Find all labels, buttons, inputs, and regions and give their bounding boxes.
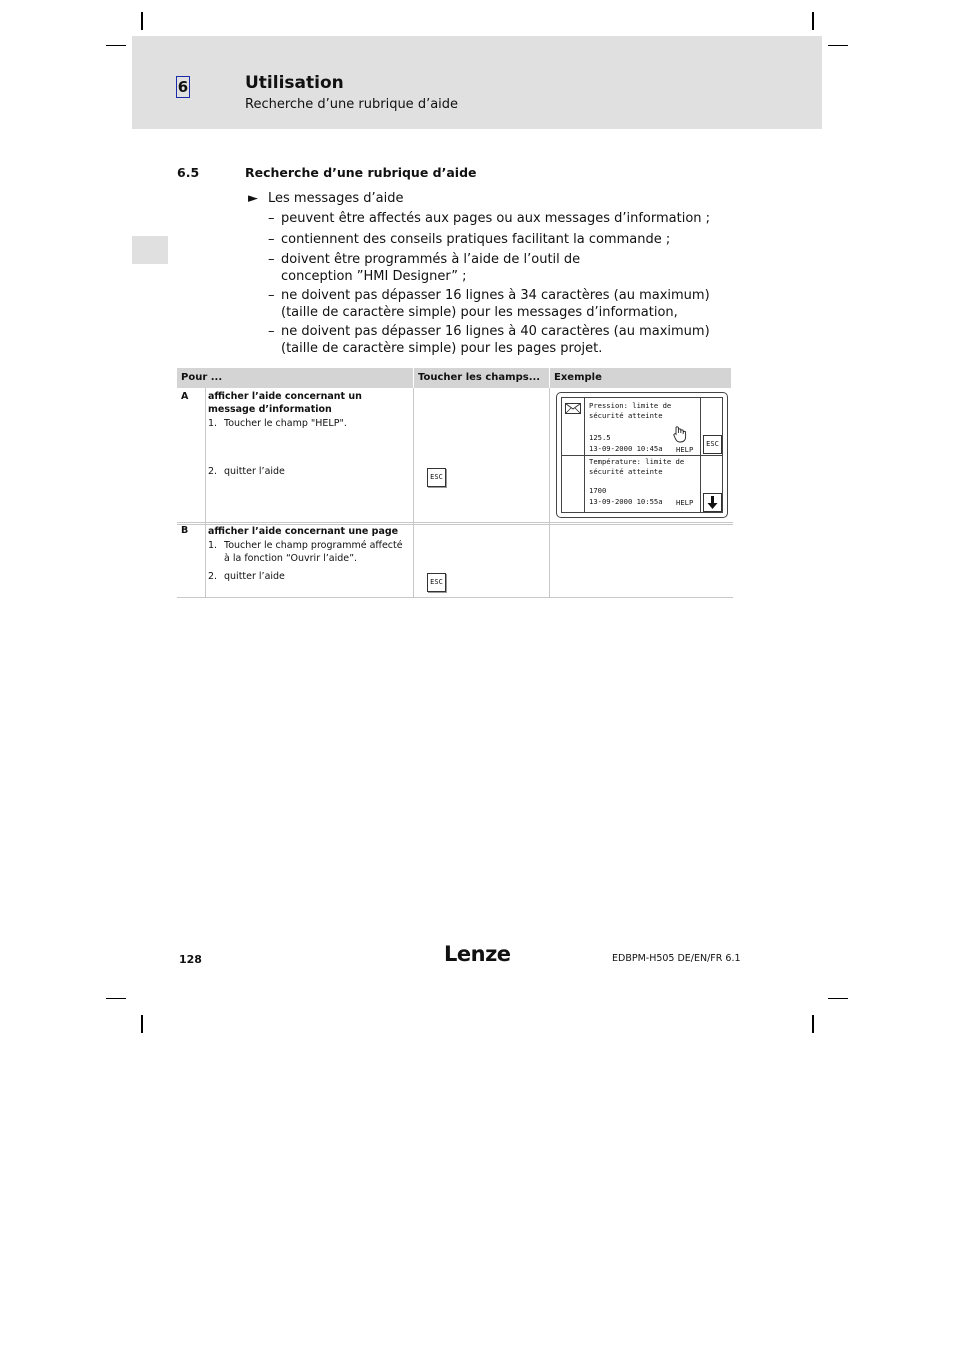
table-divider: [413, 388, 414, 598]
message-value: 125.5: [589, 433, 611, 442]
help-field[interactable]: HELP: [676, 445, 694, 454]
message-timestamp: 13-09-2000 10:45a: [589, 444, 663, 453]
scroll-down-button[interactable]: [703, 493, 722, 512]
brand-logo: Lenze: [444, 942, 511, 966]
dash-marker: –: [268, 324, 275, 339]
step-number: 2.: [208, 571, 218, 582]
section-title: Recherche d’une rubrique d’aide: [245, 165, 477, 180]
document-code: EDBPM-H505 DE/EN/FR 6.1: [612, 953, 741, 964]
table-divider: [205, 388, 206, 598]
table-header-toucher: Toucher les champs...: [414, 368, 549, 388]
section-number: 6.5: [177, 165, 200, 180]
side-thumb-tab: [132, 236, 168, 264]
help-field[interactable]: HELP: [676, 498, 694, 507]
crop-mark: [141, 1015, 143, 1033]
dash-marker: –: [268, 232, 275, 247]
dash-marker: –: [268, 288, 275, 303]
esc-button[interactable]: ESC: [427, 573, 446, 592]
row-title: afficher l’aide concernant un message d’information: [208, 391, 362, 415]
dash-marker: –: [268, 252, 275, 267]
message-line: Pression: limite de: [589, 401, 672, 410]
chapter-title: Utilisation: [245, 73, 344, 93]
table-divider: [177, 522, 733, 523]
chapter-header-band: [132, 36, 822, 129]
message-line: sécurité atteinte: [589, 467, 663, 476]
esc-button[interactable]: ESC: [703, 435, 722, 454]
message-value: 1700: [589, 486, 607, 495]
step-number: 2.: [208, 466, 218, 477]
list-item: [268, 251, 648, 285]
table-header-pour: Pour ...: [177, 368, 413, 388]
step-text: quitter l’aide: [224, 571, 285, 582]
crop-mark: [812, 1015, 814, 1033]
list-item-text: peuvent être affectés aux pages ou aux messages d’information ;: [281, 211, 711, 226]
bullet-arrow-icon: ►: [248, 191, 258, 206]
screen-divider: [562, 455, 722, 456]
hand-pointer-icon: [672, 426, 688, 444]
esc-button[interactable]: ESC: [427, 468, 446, 487]
dash-marker: –: [268, 211, 275, 226]
chapter-number: 6: [177, 78, 189, 96]
crop-mark: [141, 12, 143, 30]
list-item: [268, 231, 738, 248]
list-item: [268, 323, 738, 357]
crop-mark: [828, 998, 848, 999]
row-letter: A: [181, 391, 189, 402]
crop-mark: [828, 45, 848, 46]
step-item: [208, 417, 408, 430]
step-item: [208, 539, 408, 565]
row-letter: B: [181, 525, 189, 536]
example-device: [556, 392, 728, 518]
list-item-text: contiennent des conseils pratiques facilitant la commande ;: [281, 232, 671, 247]
message-line: sécurité atteinte: [589, 411, 663, 420]
chapter-subtitle: Recherche d’une rubrique d’aide: [245, 97, 459, 112]
step-item: [208, 570, 408, 583]
list-item: [268, 287, 738, 321]
row-title: afficher l’aide concernant une page: [208, 526, 399, 537]
list-item: [268, 210, 738, 227]
crop-mark: [106, 45, 126, 46]
crop-mark: [106, 998, 126, 999]
list-item-text: doivent être programmés à l’aide de l’outil de conception ”HMI Designer” ;: [281, 252, 581, 284]
step-number: 1.: [208, 418, 218, 429]
envelope-icon: [565, 403, 581, 414]
arrow-down-icon: [704, 494, 721, 511]
step-text: quitter l’aide: [224, 466, 285, 477]
table-divider: [549, 388, 550, 598]
page-number: 128: [179, 953, 202, 966]
step-number: 1.: [208, 540, 218, 551]
step-item: [208, 465, 408, 478]
list-item-text: ne doivent pas dépasser 16 lignes à 40 caractères (au maximum) (taille de caractère simple) pour les pages projet.: [281, 324, 710, 356]
step-text: Toucher le champ "HELP".: [224, 418, 347, 429]
list-item-text: ne doivent pas dépasser 16 lignes à 34 caractères (au maximum) (taille de caractère simple) pour les messages d’information,: [281, 288, 710, 320]
table-divider: [177, 597, 733, 598]
message-timestamp: 13-09-2000 10:55a: [589, 497, 663, 506]
step-text: Toucher le champ programmé affecté à la fonction “Ouvrir l’aide”.: [224, 540, 403, 564]
bullet-text: Les messages d’aide: [268, 191, 404, 206]
table-header-exemple: Exemple: [550, 368, 731, 388]
message-line: Température: limite de: [589, 457, 685, 466]
crop-mark: [812, 12, 814, 30]
device-screen: [561, 397, 723, 513]
